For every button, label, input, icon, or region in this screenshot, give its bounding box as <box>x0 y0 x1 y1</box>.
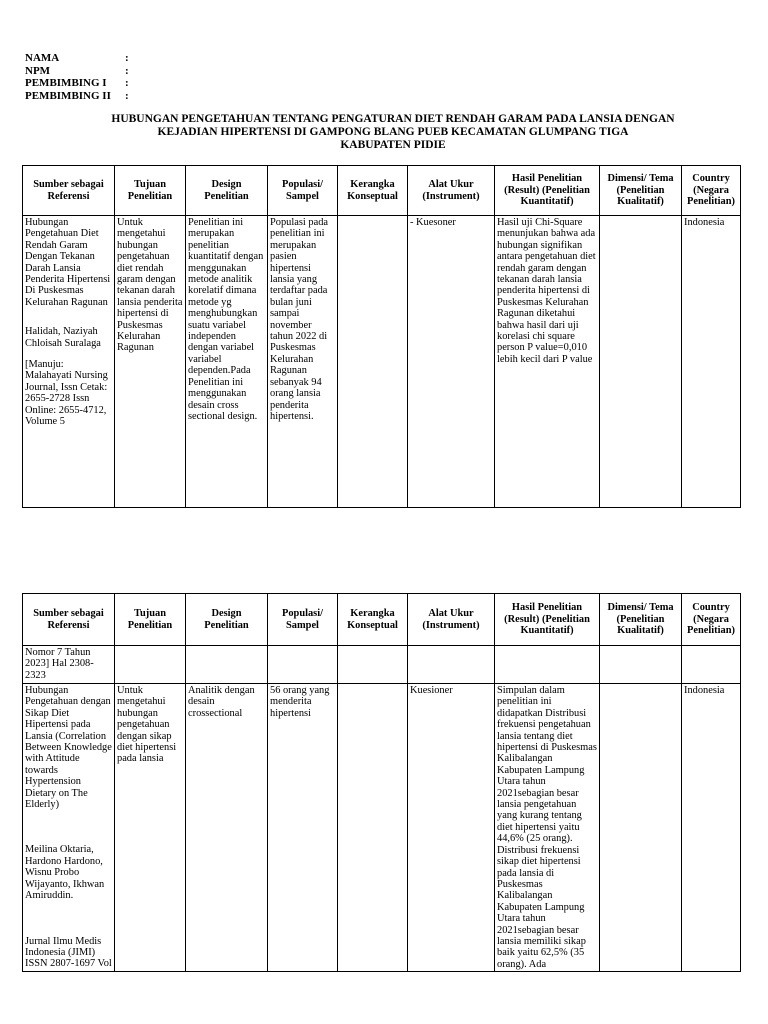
title-line-3: KABUPATEN PIDIE <box>340 139 446 151</box>
cell-sumber <box>23 684 115 972</box>
literature-table-1 <box>22 165 741 508</box>
col-header-tujuan: Tujuan Penelitian <box>115 594 186 646</box>
cell-kerangka <box>338 216 408 508</box>
cell-alat: Kuesioner <box>408 684 495 972</box>
pembimbing1-row <box>25 77 129 90</box>
cell-dimensi <box>600 216 682 508</box>
col-header-design: Design Penelitian <box>186 166 268 216</box>
table-row <box>23 684 741 972</box>
reference-journal: Jurnal Ilmu Medis Indonesia (JIMI) ISSN 2807-1697 Vol <box>25 935 112 970</box>
col-header-tujuan: Tujuan Penelitian <box>115 166 186 216</box>
pembimbing1-label: PEMBIMBING I <box>25 77 107 89</box>
cell-tujuan <box>115 646 186 684</box>
cell-sumber: Nomor 7 Tahun 2023] Hal 2308-2323 <box>23 646 115 684</box>
col-header-dimensi: Dimensi/ Tema (Penelitian Kualitatif) <box>600 166 682 216</box>
nama-label: NAMA <box>25 52 60 64</box>
col-header-alat: Alat Ukur (Instrument) <box>408 166 495 216</box>
pembimbing2-colon: : <box>125 89 129 102</box>
npm-label: NPM <box>25 64 51 77</box>
col-header-alat: Alat Ukur (Instrument) <box>408 594 495 646</box>
col-header-sumber: Sumber sebagai Referensi <box>23 594 115 646</box>
cell-alat <box>408 646 495 684</box>
cell-design: Analitik dengan desain crossectional <box>186 684 268 972</box>
cell-design: Penelitian ini merupakan penelitian kuantitatif dengan menggunakan metode analitik korelatif dimana metode yg menghubungkan suatu variabel independen dengan variabel variabel dependen.Pada Penelitian ini menggunakan desain cross sectional design. <box>186 216 268 508</box>
literature-table-2 <box>22 593 741 972</box>
col-header-kerangka: Kerangka Konseptual <box>338 166 408 216</box>
cell-populasi: 56 orang yang menderita hipertensi <box>268 684 338 972</box>
reference-title: Hubungan Pengetahuan Diet Rendah Garam Dengan Tekanan Darah Lansia Penderita Hipertensi Di Puskesmas Kelurahan Ragunan <box>25 217 111 308</box>
npm-row <box>25 65 129 78</box>
col-header-hasil: Hasil Penelitian (Result) (Penelitian Kuantitatif) <box>495 594 600 646</box>
cell-country: Indonesia <box>682 216 741 508</box>
col-header-kerangka: Kerangka Konseptual <box>338 594 408 646</box>
col-header-country: Country (Negara Penelitian) <box>682 166 741 216</box>
cell-design <box>186 646 268 684</box>
table-header-row <box>23 166 741 216</box>
col-header-dimensi: Dimensi/ Tema (Penelitian Kualitatif) <box>600 594 682 646</box>
cell-tujuan: Untuk mengetahui hubungan pengetahuan dengan sikap diet hipertensi pada lansia <box>115 684 186 972</box>
nama-colon: : <box>125 52 129 64</box>
title-line-2: KEJADIAN HIPERTENSI DI GAMPONG BLANG PUEB KECAMATAN GLUMPANG TIGA <box>157 126 629 138</box>
npm-colon: : <box>125 64 129 77</box>
table-row <box>23 216 741 508</box>
reference-authors: Meilina Oktaria, Hardono Hardono, Wisnu Probo Wijayanto, Ikhwan Amiruddin. <box>25 844 105 902</box>
cell-alat: - Kuesoner <box>408 216 495 508</box>
table-header-row <box>23 594 741 646</box>
reference-journal: [Manuju: Malahayati Nursing Journal, Issn Cetak: 2655-2728 Issn Online: 2655-4712, Volume 5 <box>25 359 108 428</box>
cell-dimensi <box>600 684 682 972</box>
cell-sumber <box>23 216 115 508</box>
col-header-populasi: Populasi/ Sampel <box>268 594 338 646</box>
cell-kerangka <box>338 646 408 684</box>
pembimbing2-label: PEMBIMBING II <box>25 89 111 102</box>
nama-row <box>25 52 129 65</box>
cell-populasi: Populasi pada penelitian ini merupakan pasien hipertensi lansia yang terdaftar pada bulan juni sampai november tahun 2022 di Puskesmas Kelurahan Ragunan sebanyak 94 orang lansia penderita hipertensi. <box>268 216 338 508</box>
cell-kerangka <box>338 684 408 972</box>
pembimbing1-colon: : <box>125 77 129 89</box>
cell-populasi <box>268 646 338 684</box>
cell-country: Indonesia <box>682 684 741 972</box>
document-title <box>40 113 746 152</box>
reference-authors: Halidah, Naziyah Chloisah Suralaga <box>25 326 101 349</box>
col-header-sumber: Sumber sebagai Referensi <box>23 166 115 216</box>
col-header-hasil: Hasil Penelitian (Result) (Penelitian Kuantitatif) <box>495 166 600 216</box>
cell-hasil <box>495 646 600 684</box>
reference-title: Hubungan Pengetahuan dengan Sikap Diet Hipertensi pada Lansia (Correlation Between Knowledge with Attitude towards Hypertension Dietary on The Elderly) <box>25 685 112 811</box>
col-header-country: Country (Negara Penelitian) <box>682 594 741 646</box>
col-header-design: Design Penelitian <box>186 594 268 646</box>
title-line-1: HUBUNGAN PENGETAHUAN TENTANG PENGATURAN DIET RENDAH GARAM PADA LANSIA DENGAN <box>111 113 675 125</box>
cell-hasil: Hasil uji Chi-Square menunjukan bahwa ada hubungan signifikan antara pengetahuan diet rendah garam dengan tekanan darah lansia penderita hipertensi di Puskesmas Kelurahan Ragunan diketahui bahwa hasil dari uji korelasi chi square person P value=0,010 lebih kecil dari P value <box>495 216 600 508</box>
table-row <box>23 646 741 684</box>
cell-tujuan: Untuk mengetahui hubungan pengetahuan diet rendah garam dengan tekanan darah lansia penderita hipertensi di Puskesmas Kelurahan Ragunan <box>115 216 186 508</box>
cell-hasil: Simpulan dalam penelitian ini didapatkan Distribusi frekuensi pengetahuan lansia tentang diet hipertensi di Puskesmas Kalibalangan Kabupaten Lampung Utara tahun 2021sebagian besar lansia pengetahuan yang kurang tentang diet hipertensi yaitu 44,6% (25 orang). Distribusi frekuensi sikap diet hipertensi pada lansia di Puskesmas Kalibalangan Kabupaten Lampung Utara tahun 2021sebagian besar lansia memiliki sikap baik yaitu 62,5% (35 orang). Ada <box>495 684 600 972</box>
student-info <box>25 52 129 102</box>
col-header-populasi: Populasi/ Sampel <box>268 166 338 216</box>
cell-country <box>682 646 741 684</box>
cell-dimensi <box>600 646 682 684</box>
pembimbing2-row <box>25 90 129 103</box>
